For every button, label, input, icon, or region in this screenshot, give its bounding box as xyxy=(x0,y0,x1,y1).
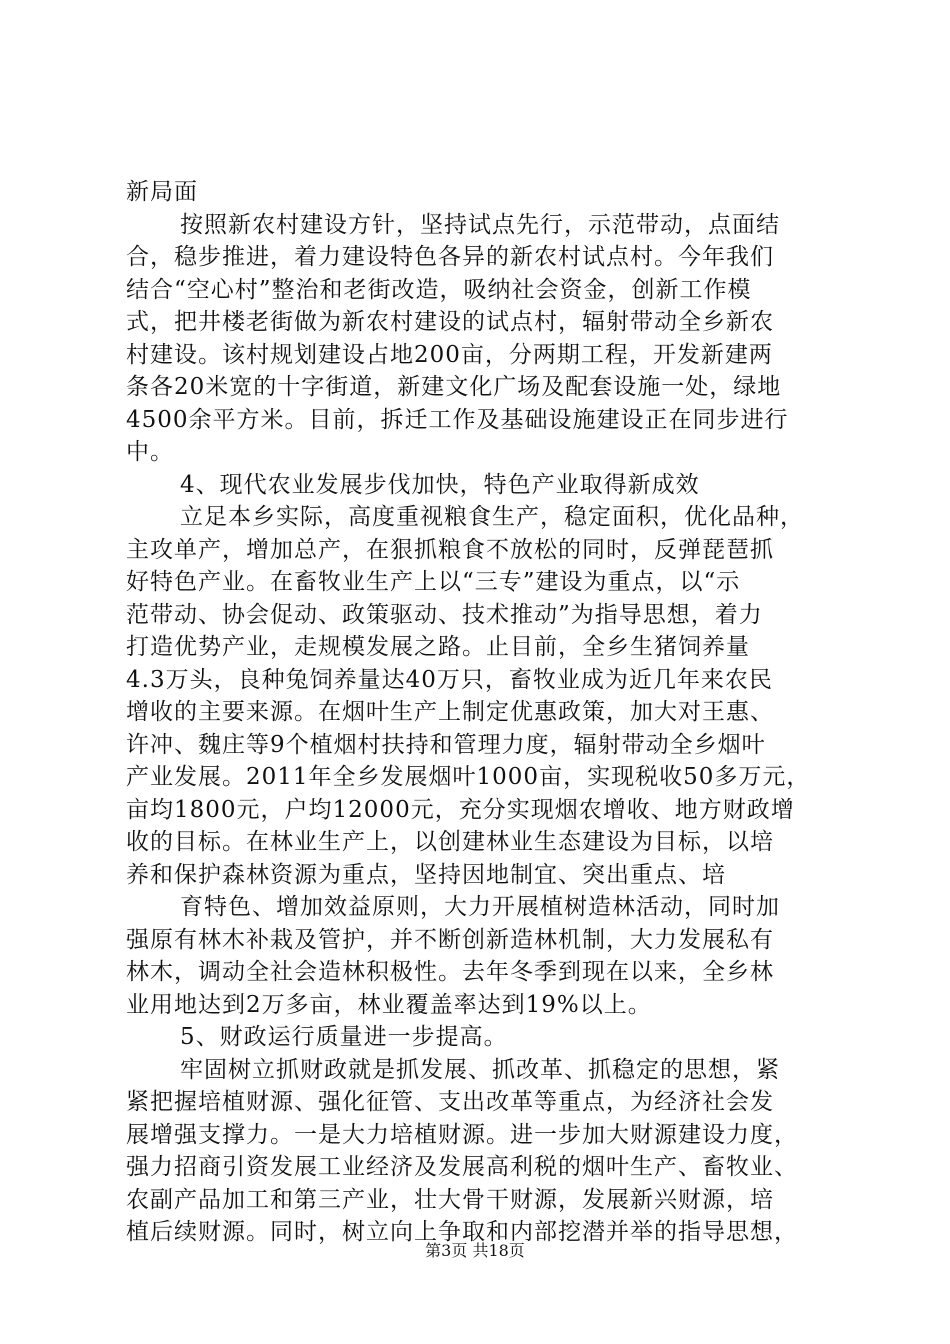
text-line: 村建设。该村规划建设占地200亩，分两期工程，开发新建两 xyxy=(126,341,773,368)
text-line: 中。 xyxy=(126,439,174,465)
text-line: 牢固树立抓财政就是抓发展、抓改革、抓稳定的思想，紧 xyxy=(180,1056,780,1083)
text-line: 农副产品加工和第三产业，壮大骨干财源，发展新兴财源，培 xyxy=(126,1186,774,1213)
text-line: 增收的主要来源。在烟叶生产上制定优惠政策，加大对王惠、 xyxy=(126,699,774,725)
page-number-footer: 第3页 共18页 xyxy=(425,1241,525,1260)
text-line: 育特色、增加效益原则，大力开展植树造林活动，同时加 xyxy=(180,894,780,920)
text-line: 亩均1800元，户均12000元，充分实现烟农增收、地方财政增 xyxy=(126,796,795,823)
text-line: 主攻单产，增加总产，在狠抓粮食不放松的同时，反弹琵琶抓 xyxy=(126,536,774,563)
text-line: 植后续财源。同时，树立向上争取和内部挖潜并举的指导思想， xyxy=(126,1219,798,1245)
text-line: 紧把握培植财源、强化征管、支出改革等重点，为经济社会发 xyxy=(126,1089,774,1115)
text-line: 立足本乡实际，高度重视粮食生产，稳定面积，优化品种， xyxy=(180,504,804,530)
text-line: 5、财政运行质量进一步提高。 xyxy=(180,1024,508,1050)
text-line: 合，稳步推进，着力建设特色各异的新农村试点村。今年我们 xyxy=(126,244,774,270)
text-line: 产业发展。2011年全乡发展烟叶1000亩，实现税收50多万元， xyxy=(126,764,811,790)
text-line: 4、现代农业发展步伐加快，特色产业取得新成效 xyxy=(180,471,700,498)
text-line: 4.3万头，良种兔饲养量达40万只，畜牧业成为近几年来农民 xyxy=(126,666,773,693)
document-body xyxy=(126,176,836,1249)
text-line: 新局面 xyxy=(126,179,198,205)
text-line: 打造优势产业，走规模发展之路。止目前，全乡生猪饲养量 xyxy=(126,634,750,660)
text-line: 养和保护森林资源为重点，坚持因地制宜、突出重点、培 xyxy=(126,861,726,888)
text-line: 收的目标。在林业生产上，以创建林业生态建设为目标，以培 xyxy=(126,829,774,855)
text-line: 式，把井楼老街做为新农村建设的试点村，辐射带动全乡新农 xyxy=(126,309,774,335)
text-line: 范带动、协会促动、政策驱动、技术推动”为指导思想，着力 xyxy=(126,601,763,628)
text-line: 强原有林木补栽及管护，并不断创新造林机制，大力发展私有 xyxy=(126,926,774,953)
text-line: 强力招商引资发展工业经济及发展高利税的烟叶生产、畜牧业、 xyxy=(126,1154,798,1180)
text-line: 展增强支撑力。一是大力培植财源。进一步加大财源建设力度， xyxy=(126,1121,798,1148)
text-line: 许冲、魏庄等9个植烟村扶持和管理力度，辐射带动全乡烟叶 xyxy=(126,731,766,758)
text-line: 林木，调动全社会造林积极性。去年冬季到现在以来，全乡林 xyxy=(126,959,774,985)
text-line: 好特色产业。在畜牧业生产上以“三专”建设为重点，以“示 xyxy=(126,569,741,595)
text-line: 条各20米宽的十字街道，新建文化广场及配套设施一处，绿地 xyxy=(126,374,782,400)
text-line: 4500余平方米。目前，拆迁工作及基础设施建设正在同步进行 xyxy=(126,406,789,433)
text-line: 业用地达到2万多亩，林业覆盖率达到19%以上。 xyxy=(126,991,652,1018)
text-line: 按照新农村建设方针，坚持试点先行，示范带动，点面结 xyxy=(180,211,780,238)
text-line: 结合“空心村”整治和老街改造，吸纳社会资金，创新工作模 xyxy=(126,276,752,303)
